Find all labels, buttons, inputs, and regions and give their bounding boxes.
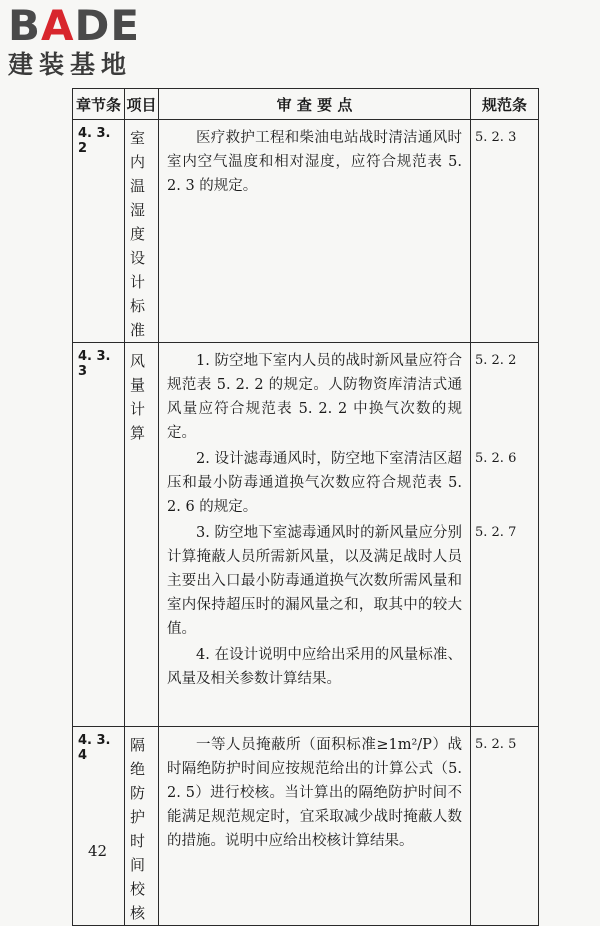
requirements-cell (159, 727, 471, 926)
item-name: 室内 温湿 度设 计标 准 (125, 120, 159, 343)
requirement-paragraph: 2. 设计滤毒通风时，防空地下室清洁区超压和最小防毒通道换气次数应符合规范表 5. 2. 6 的规定。 (167, 451, 462, 515)
logo-subtitle: 建装基地 (8, 50, 133, 79)
requirement-paragraph: 一等人员掩蔽所（面积标准≥1m²/P）战时隔绝防护时间应按规范给出的计算公式（5. 2. 5）进行校核。当计算出的隔绝防护时间不能满足规范规定时，宜采取减少战时掩蔽人数的措施。说明中应给出校核计算结果。 (167, 737, 462, 849)
section-number: 4. 3. 3 (73, 343, 125, 727)
table-row (73, 120, 539, 343)
section-number: 4. 3. 2 (73, 120, 125, 343)
table-header-row (73, 89, 539, 120)
requirement-paragraph: 1. 防空地下室内人员的战时新风量应符合规范表 5. 2. 2 的规定。人防物资库清洁式通风量应符合规范表 5. 2. 2 中换气次数的规定。 (167, 353, 462, 441)
review-table (72, 88, 539, 926)
header-requirements: 审 查 要 点 (159, 89, 471, 120)
section-number: 4. 3. 4 (73, 727, 125, 926)
table-row (73, 727, 539, 926)
page-number: 42 (88, 842, 108, 860)
reference-clause: 5. 2. 2 (475, 353, 517, 368)
requirement-paragraph: 医疗救护工程和柴油电站战时清洁通风时室内空气温度和相对湿度，应符合规范表 5. 2. 3 的规定。 (167, 130, 462, 194)
requirements-cell (159, 343, 471, 727)
logo-wordmark: BADE (8, 1, 141, 50)
reference-cell (471, 727, 539, 926)
reference-clause: 5. 2. 3 (475, 130, 517, 145)
reference-cell (471, 343, 539, 727)
requirement-paragraph: 4. 在设计说明中应给出采用的风量标准、风量及相关参数计算结果。 (167, 647, 462, 687)
header-item: 项目 (125, 89, 159, 120)
requirement-paragraph: 3. 防空地下室滤毒通风时的新风量应分别计算掩蔽人员所需新风量，以及满足战时人员主要出入口最小防毒通道换气次数所需风量和室内保持超压时的漏风量之和，取其中的较大值。 (167, 525, 462, 637)
requirements-cell (159, 120, 471, 343)
item-name: 隔绝 防护 时间 校核 (125, 727, 159, 926)
header-section: 章节条 (73, 89, 125, 120)
reference-cell (471, 120, 539, 343)
reference-clause: 5. 2. 6 (475, 451, 517, 466)
reference-clause: 5. 2. 5 (475, 737, 517, 752)
table-row (73, 343, 539, 727)
item-name: 风量 计算 (125, 343, 159, 727)
reference-clause: 5. 2. 7 (475, 525, 517, 540)
bade-logo (8, 1, 178, 80)
header-reference: 规范条 (471, 89, 539, 120)
